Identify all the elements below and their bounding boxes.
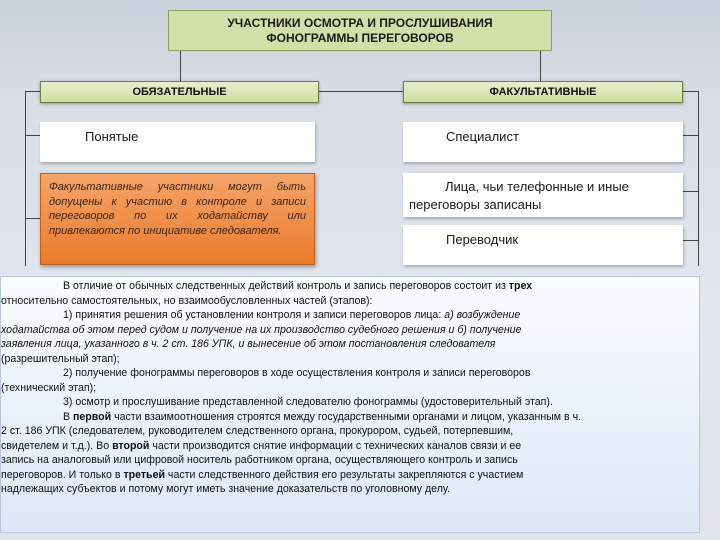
translator-label: Переводчик bbox=[446, 232, 519, 247]
text-para-4: 3) осмотр и прослушивание представленной следователю фонограммы (удостоверительный этап). bbox=[63, 396, 553, 408]
text-p5b: первой bbox=[73, 410, 112, 423]
text-para-2-c: ходатайства об этом перед судом и получение на их производство судебного решения и б) получение bbox=[1, 323, 522, 336]
text-p2b: а) возбуждение bbox=[444, 309, 521, 321]
text-para-5-i bbox=[1, 468, 689, 483]
connector-right-tick-1 bbox=[683, 135, 698, 136]
text-p5f: второй bbox=[112, 439, 150, 452]
mandatory-header: ОБЯЗАТЕЛЬНЫЕ bbox=[40, 81, 319, 103]
text-para-5-d: 2 ст. 186 УПК (следователем, руководителем следственного органа, прокурором, судьей, потерпевшим, bbox=[1, 425, 514, 437]
diagram-title bbox=[168, 10, 552, 51]
connector-title-left bbox=[180, 51, 181, 81]
text-p5e: свидетелем и т.д.). Во bbox=[1, 439, 113, 452]
text-para-2-d: заявления лица, указанного в ч. 2 ст. 186 УПК, и вынесение об этом постановления следователя bbox=[1, 338, 496, 350]
witnesses-label: Понятые bbox=[85, 129, 139, 144]
recorded-persons-box bbox=[403, 173, 683, 217]
text-p5j: третьей bbox=[123, 468, 165, 481]
connector-left-vertical bbox=[25, 91, 26, 266]
text-p5i: переговоров. И только в bbox=[1, 468, 124, 481]
text-para-5-e bbox=[1, 439, 689, 454]
text-p5a: В bbox=[63, 410, 74, 423]
translator-box bbox=[403, 225, 683, 265]
text-para-5-h: запись на аналоговый или цифровой носитель работником органа, осуществляющего контроль и запись bbox=[1, 454, 518, 466]
connector-right-tick-2 bbox=[683, 191, 698, 192]
text-para-1-cont: относительно самостоятельных, но взаимообусловленных частей (этапов): bbox=[1, 294, 373, 307]
optional-participants-note: Факультативные участники могут быть допущены к участию в контроле и записи переговоров по их ходатайству или привлекаются по инициативе следователя. bbox=[40, 173, 315, 265]
specialist-box bbox=[403, 122, 683, 162]
explanatory-text bbox=[0, 276, 700, 533]
text-para-5-l: надлежащих субъектов и потому могут иметь значение доказательств по уголовному делу. bbox=[1, 483, 451, 495]
connector-right-vertical bbox=[698, 91, 699, 266]
text-p2a: 1) принятия решения об установлении контроля и записи переговоров лица: bbox=[63, 309, 445, 321]
witnesses-box bbox=[40, 122, 315, 162]
text-para-2 bbox=[1, 308, 689, 323]
text-para-3: 2) получение фонограммы переговоров в ходе осуществления контроля и записи переговоров bbox=[63, 367, 531, 379]
text-p5g: части производится снятие информации с технических каналов связи и ее bbox=[149, 439, 522, 452]
text-para-2-e: (разрешительный этап); bbox=[1, 352, 120, 365]
recorded-persons-label: Лица, чьи телефонные и иные переговоры записаны bbox=[409, 179, 629, 212]
optional-header: ФАКУЛЬТАТИВНЫЕ bbox=[403, 81, 683, 103]
specialist-label: Специалист bbox=[446, 129, 519, 144]
text-para-1 bbox=[1, 279, 689, 294]
text-p1a: В отличие от обычных следственных действий контроль и запись переговоров состоит из bbox=[63, 280, 509, 292]
text-para-3-b: (технический этап); bbox=[1, 381, 97, 394]
text-p5c: части взаимоотношения строятся между государственными органами и лицом, указанным в ч. bbox=[111, 410, 582, 423]
title-line-2: ФОНОГРАММЫ ПЕРЕГОВОРОВ bbox=[266, 30, 454, 45]
text-p1b: трех bbox=[508, 280, 533, 292]
connector-title-right bbox=[540, 51, 541, 81]
title-line-1: УЧАСТНИКИ ОСМОТРА И ПРОСЛУШИВАНИЯ bbox=[227, 15, 493, 30]
text-p5k: части следственного действия его результаты закрепляются с участием bbox=[164, 468, 524, 481]
connector-left-tick-2 bbox=[25, 218, 40, 219]
connector-right-tick-3 bbox=[683, 240, 698, 241]
text-para-5 bbox=[1, 410, 689, 425]
connector-left-tick-1 bbox=[25, 135, 40, 136]
